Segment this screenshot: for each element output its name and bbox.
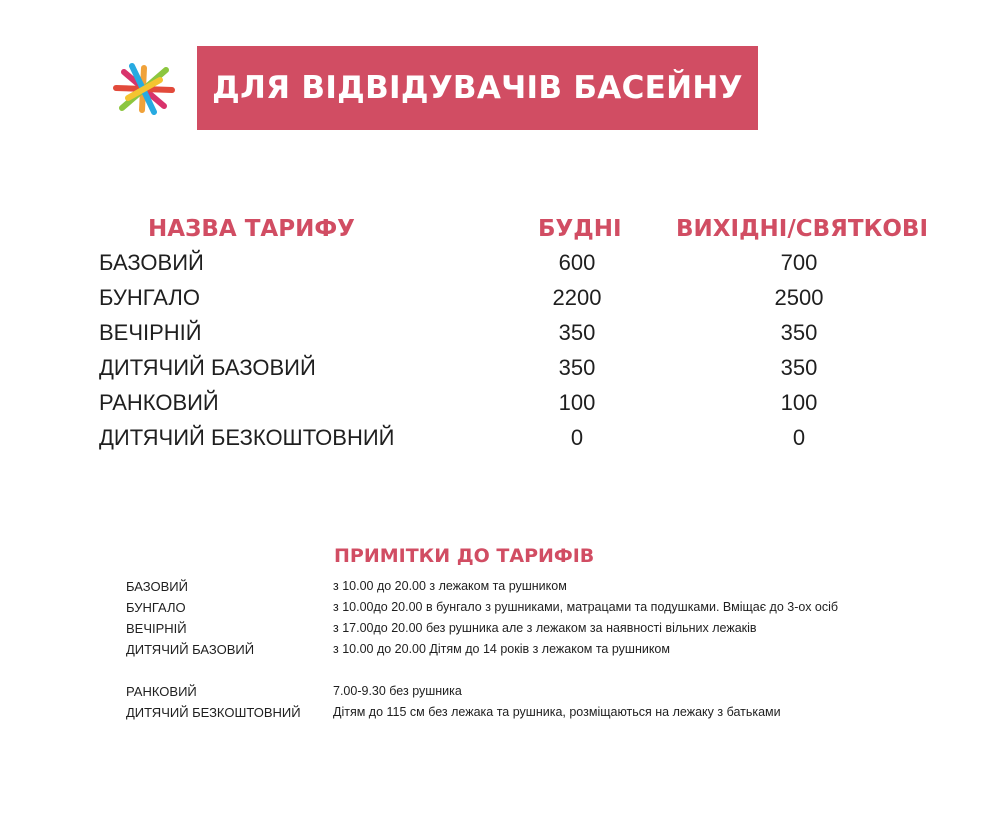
list-item bbox=[0, 579, 1000, 599]
column-header-weekends: ВИХІДНІ/СВЯТКОВІ bbox=[676, 216, 929, 242]
column-header-name: НАЗВА ТАРИФУ bbox=[148, 216, 355, 242]
table-row bbox=[0, 320, 1000, 355]
note-text: з 10.00 до 20.00 Дітям до 14 років з лежаком та рушником bbox=[333, 642, 670, 656]
weekday-price: 2200 bbox=[552, 285, 602, 310]
page-title: ДЛЯ ВІДВІДУВАЧІВ БАСЕЙНУ bbox=[212, 70, 743, 106]
column-header-weekdays: БУДНІ bbox=[538, 216, 622, 242]
note-text: 7.00-9.30 без рушника bbox=[333, 684, 462, 698]
weekday-price: 350 bbox=[558, 320, 596, 345]
weekday-price: 0 bbox=[570, 425, 584, 450]
note-text: з 10.00до 20.00 в бунгало з рушниками, матрацами та подушками. Вміщає до 3-ох осіб bbox=[333, 600, 839, 614]
table-row bbox=[0, 390, 1000, 425]
tariff-name: БАЗОВИЙ bbox=[99, 250, 204, 275]
weekday-price: 600 bbox=[558, 250, 596, 275]
note-tariff-name: ДИТЯЧИЙ БАЗОВИЙ bbox=[126, 642, 255, 657]
table-row bbox=[0, 355, 1000, 390]
list-item bbox=[0, 600, 1000, 620]
note-tariff-name: ВЕЧІРНІЙ bbox=[126, 621, 187, 636]
weekend-price: 350 bbox=[780, 355, 818, 380]
table-row bbox=[0, 285, 1000, 320]
tariff-name: ДИТЯЧИЙ БЕЗКОШТОВНИЙ bbox=[99, 425, 395, 450]
weekend-price: 350 bbox=[780, 320, 818, 345]
weekend-price: 700 bbox=[780, 250, 818, 275]
note-text: з 17.00до 20.00 без рушника але з лежаком за наявності вільних лежаків bbox=[333, 621, 757, 635]
tariff-name: ВЕЧІРНІЙ bbox=[99, 320, 202, 345]
note-tariff-name: БУНГАЛО bbox=[126, 600, 186, 615]
tariff-name: БУНГАЛО bbox=[99, 285, 200, 310]
weekend-price: 100 bbox=[780, 390, 818, 415]
note-tariff-name: БАЗОВИЙ bbox=[126, 579, 188, 594]
list-item bbox=[0, 705, 1000, 725]
list-item bbox=[0, 684, 1000, 704]
table-row bbox=[0, 425, 1000, 460]
weekend-price: 0 bbox=[792, 425, 806, 450]
table-row bbox=[0, 250, 1000, 285]
list-item bbox=[0, 642, 1000, 662]
notes-title: ПРИМІТКИ ДО ТАРИФІВ bbox=[334, 545, 595, 567]
tariff-name: РАНКОВИЙ bbox=[99, 390, 219, 415]
weekday-price: 100 bbox=[558, 390, 596, 415]
weekday-price: 350 bbox=[558, 355, 596, 380]
note-tariff-name: ДИТЯЧИЙ БЕЗКОШТОВНИЙ bbox=[126, 705, 301, 720]
weekend-price: 2500 bbox=[774, 285, 824, 310]
tariff-name: ДИТЯЧИЙ БАЗОВИЙ bbox=[99, 355, 316, 380]
note-tariff-name: РАНКОВИЙ bbox=[126, 684, 197, 699]
list-item bbox=[0, 621, 1000, 641]
note-text: з 10.00 до 20.00 з лежаком та рушником bbox=[333, 579, 567, 593]
note-text: Дітям до 115 см без лежака та рушника, розміщаються на лежаку з батьками bbox=[333, 705, 781, 719]
